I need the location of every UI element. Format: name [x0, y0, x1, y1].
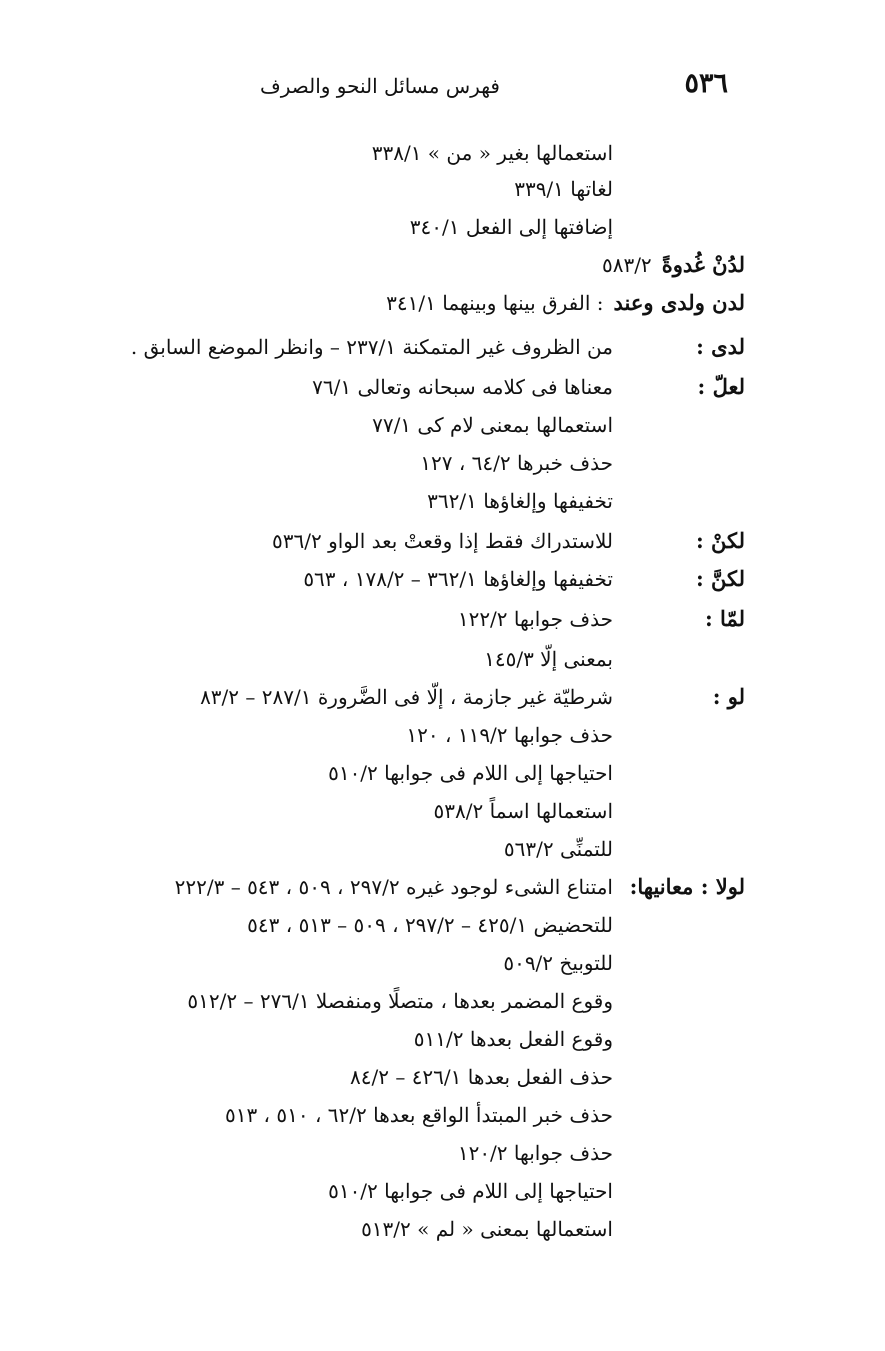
index-subline: استعمالها بمعنى لام كى ٧٧/١: [372, 413, 613, 437]
entry-head: لدى :: [696, 334, 745, 359]
index-subline: وقوع الفعل بعدها ٥١١/٢: [413, 1027, 613, 1051]
entry-head: لدُنْ غُدوةً: [661, 252, 745, 277]
index-subline: استعمالها بمعنى « لم » ٥١٣/٢: [361, 1217, 613, 1241]
index-entry-full: [602, 252, 745, 278]
index-subline: امتناع الشىء لوجود غيره ٢٩٧/٢ ، ٥٠٩ ، ٥٤٣ – ٢٢٢/٣: [174, 875, 613, 899]
index-subline: استعمالها بغير « من » ٣٣٨/١: [371, 141, 613, 165]
entry-head: لدن ولدى وعند: [613, 290, 745, 315]
index-subline: احتياجها إلى اللام فى جوابها ٥١٠/٢: [328, 1179, 613, 1203]
index-subline: من الظروف غير المتمكنة ٢٣٧/١ – وانظر الموضع السابق .: [130, 335, 613, 359]
index-subline: للتمنِّى ٥٦٣/٢: [503, 837, 613, 861]
index-subline: بمعنى إلّا ١٤٥/٣: [484, 647, 613, 671]
index-subline: معناها فى كلامه سبحانه وتعالى ٧٦/١: [312, 375, 613, 399]
entry-head: لعلّ :: [697, 374, 745, 399]
entry-text: ٥٨٣/٢: [601, 253, 652, 277]
entry-head: لكنْ :: [695, 528, 745, 553]
index-subline: حذف جوابها ١٢٢/٢: [457, 607, 613, 631]
page-number: ٥٣٦: [684, 68, 728, 99]
index-subline: استعمالها اسماً ٥٣٨/٢: [433, 799, 613, 823]
index-subline: وقوع المضمر بعدها ، متصلًا ومنفصلا ٢٧٦/١ – ٥١٢/٢: [187, 989, 613, 1013]
index-subline: للتوبيخ ٥٠٩/٢: [503, 951, 613, 975]
entry-text: : الفرق بينها وبينهما ٣٤١/١: [386, 291, 604, 315]
index-subline: حذف الفعل بعدها ٤٢٦/١ – ٨٤/٢: [350, 1065, 613, 1089]
index-subline: شرطيّة غير جازمة ، إلّا فى الضَّرورة ٢٨٧/١ – ٨٣/٢: [200, 685, 613, 709]
entry-head: لو :: [712, 684, 745, 709]
index-subline: احتياجها إلى اللام فى جوابها ٥١٠/٢: [328, 761, 613, 785]
index-subline: حذف خبرها ٦٤/٢ ، ١٢٧: [420, 451, 613, 475]
entry-head: لمّا :: [704, 606, 745, 631]
index-subline: للاستدراك فقط إذا وقعتْ بعد الواو ٥٣٦/٢: [272, 529, 613, 553]
index-subline: تخفيفها وإلغاؤها ٣٦٢/١ – ١٧٨/٢ ، ٥٦٣: [303, 567, 613, 591]
entry-head: لولا : معانيها:: [629, 874, 745, 899]
running-title: فهرس مسائل النحو والصرف: [259, 74, 500, 98]
index-subline: لغاتها ٣٣٩/١: [514, 177, 613, 201]
index-entry-full: [386, 290, 745, 316]
index-subline: حذف جوابها ١١٩/٢ ، ١٢٠: [406, 723, 613, 747]
index-subline: للتحضيض ٤٢٥/١ – ٢٩٧/٢ ، ٥٠٩ – ٥١٣ ، ٥٤٣: [247, 913, 613, 937]
index-subline: حذف جوابها ١٢٠/٢: [457, 1141, 613, 1165]
index-subline: تخفيفها وإلغاؤها ٣٦٢/١: [427, 489, 613, 513]
entry-head: لكنَّ :: [695, 566, 745, 591]
index-subline: حذف خبر المبتدأ الواقع بعدها ٦٢/٢ ، ٥١٠ ، ٥١٣: [224, 1103, 613, 1127]
index-subline: إضافتها إلى الفعل ٣٤٠/١: [409, 215, 613, 239]
